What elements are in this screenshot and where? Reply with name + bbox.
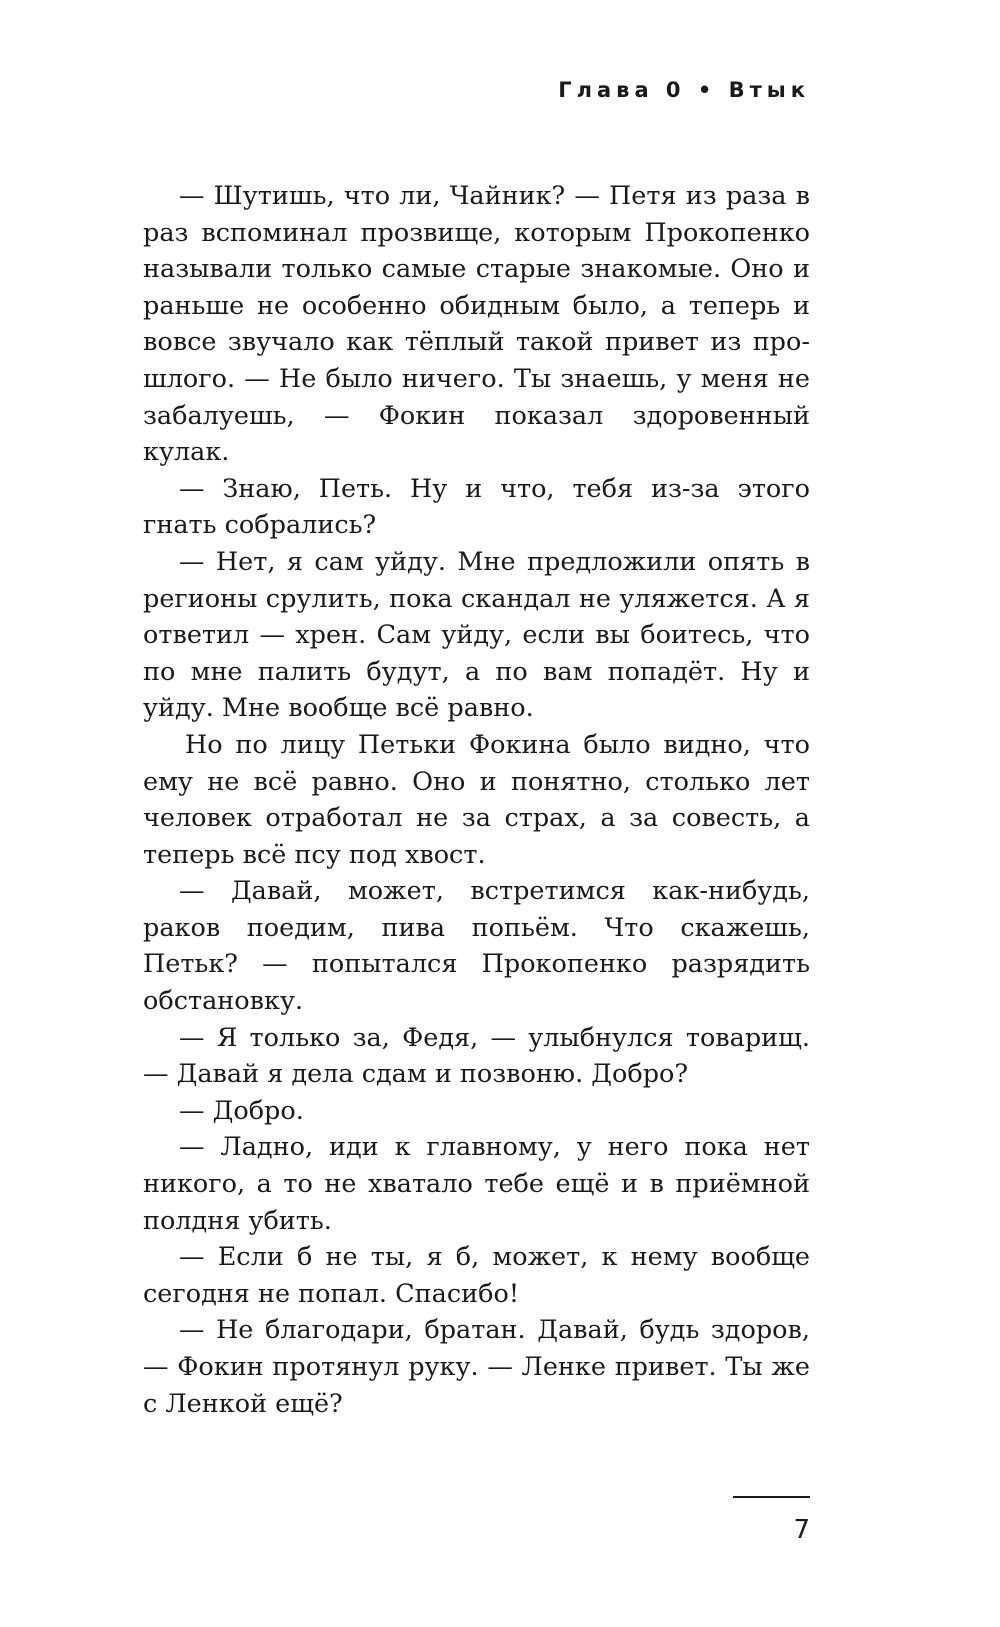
running-header: Глава 0 • Втык — [558, 78, 810, 102]
paragraph-9: — Если б не ты, я б, может, к нему вообще сегодня не попал. Спасибо! — [143, 1242, 810, 1309]
paragraph-3: — Нет, я сам уйду. Мне предложили опять в регионы срулить, пока скандал не уляжется. А я ответил — хрен. Сам уйду, если вы боитесь, что по мне палить будут, а по вам попадёт. Ну и уйду. Мне вообще всё равно. — [143, 546, 810, 724]
paragraph-8: — Ладно, иди к главному, у него пока нет никого, а то не хватало тебе ещё и в приёмной полдня убить. — [143, 1132, 810, 1236]
paragraph-4: Но по лицу Петьки Фокина было видно, что ему не всё равно. Оно и понятно, столько лет человек отработал не за страх, а за совесть, а теперь всё псу под хвост. — [143, 729, 810, 870]
footer-rule — [733, 1496, 810, 1498]
paragraph-7: — Добро. — [179, 1095, 304, 1126]
body-text — [143, 178, 810, 1422]
paragraph-2: — Знаю, Петь. Ну и что, тебя из-за этого гнать собрались? — [143, 473, 810, 541]
paragraph-5: — Давай, может, встретимся как-нибудь, раков поедим, пива попьём. Что скажешь, Петьк? — попытался Прокопенко разрядить обстановку. — [143, 876, 810, 1017]
paragraph-10: — Не благодари, братан. Давай, будь здоров, — Фокин протянул руку. — Ленке привет. Ты же с Ленкой ещё? — [143, 1315, 810, 1419]
paragraph-1: — Шутишь, что ли, Чайник? — Петя из раза в раз вспоминал прозвище, которым Прокопенко называли только самые старые знакомые. Оно и раньше не особенно обидным было, а теперь и вовсе звучало как тёплый такой привет из прошлого. — Не было ничего. Ты знаешь, у меня не забалуешь, — Фокин показал здоровенный кулак. — [143, 181, 810, 468]
page-number: 7 — [793, 1515, 810, 1545]
paragraph-6: — Я только за, Федя, — улыбнулся товарищ. — Давай я дела сдам и позвоню. Добро? — [143, 1022, 810, 1090]
